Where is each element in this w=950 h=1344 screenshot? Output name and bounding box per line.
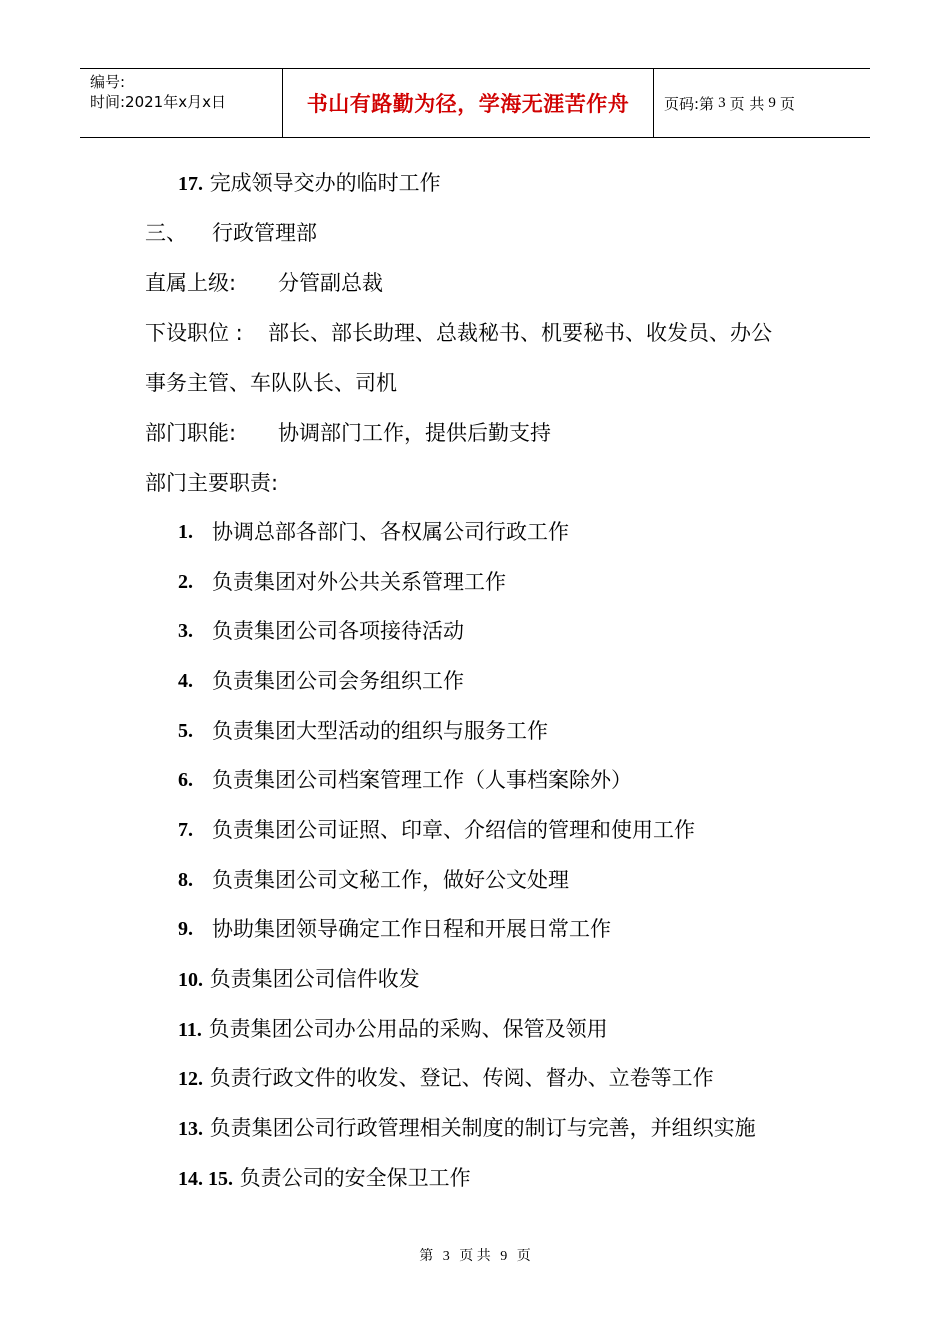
header-page-suffix: 页: [779, 94, 795, 113]
function-label: 部门职能:: [145, 421, 237, 445]
positions-line-1: 部长、部长助理、总裁秘书、机要秘书、收发员、办公: [268, 321, 772, 345]
list-item-number: 8.: [178, 869, 193, 891]
document-number-label: 编号:: [90, 73, 126, 91]
superior-value: 分管副总裁: [278, 271, 383, 295]
duties-label: 部门主要职责:: [145, 471, 279, 495]
list-item-text: 协助集团领导确定工作日程和开展日常工作: [212, 917, 611, 941]
footer-page-total: 9: [500, 1249, 508, 1264]
list-item-text: 负责集团对外公共关系管理工作: [212, 570, 506, 594]
footer-page-current: 3: [442, 1249, 450, 1264]
superior-label: 直属上级:: [145, 271, 237, 295]
list-item-number: 2.: [178, 571, 193, 593]
list-item-text: 负责集团公司文秘工作，做好公文处理: [212, 868, 569, 892]
header-page-total: 9: [768, 94, 776, 111]
list-item-number: 13.: [178, 1118, 203, 1140]
list-item-text: 负责集团公司信件收发: [209, 967, 420, 991]
list-item: [178, 1014, 608, 1045]
list-item-number: 4.: [178, 670, 193, 692]
list-item-number: 7.: [178, 819, 193, 841]
section-title: 行政管理部: [212, 221, 317, 245]
list-item-text: 负责集团公司档案管理工作（人事档案除外）: [212, 768, 632, 792]
list-item-number: 3.: [178, 620, 193, 642]
list-item-text: 负责集团大型活动的组织与服务工作: [212, 719, 548, 743]
section-number: 三、: [145, 221, 187, 245]
header-page-label: 页码:第: [664, 94, 715, 113]
footer-prefix: 第: [419, 1249, 434, 1264]
footer-mid: 页 共: [459, 1249, 491, 1264]
section-heading: [145, 218, 187, 248]
header-motto: 书山有路勤为径，学海无涯苦作舟: [306, 92, 630, 116]
list-item: [178, 1063, 714, 1094]
list-item-number: 9.: [178, 918, 193, 940]
list-item-text: 负责公司的安全保卫工作: [239, 1166, 471, 1190]
list-item-text: 负责集团公司证照、印章、介绍信的管理和使用工作: [212, 818, 695, 842]
positions-line-2: 事务主管、车队队长、司机: [145, 371, 397, 395]
positions-label: 下设职位 :: [145, 321, 243, 345]
list-item-number: 14. 15.: [178, 1168, 233, 1190]
list-item-number: 10.: [178, 969, 203, 991]
list-item-text: 负责集团公司行政管理相关制度的制订与完善，并组织实施: [209, 1116, 756, 1140]
document-time-label: 时间:2021年x月x日: [90, 93, 226, 111]
header-page-current: 3: [718, 94, 726, 111]
list-item-number: 5.: [178, 720, 193, 742]
list-item-number: 6.: [178, 769, 193, 791]
function-value: 协调部门工作，提供后勤支持: [278, 421, 551, 445]
list-item-text: 协调总部各部门、各权属公司行政工作: [212, 520, 569, 544]
header-page-mid: 页 共: [729, 94, 765, 113]
list-item-17: [178, 168, 441, 199]
list-item-text: 完成领导交办的临时工作: [209, 171, 441, 195]
page-footer: [0, 1245, 950, 1265]
list-item-text: 负责集团公司会务组织工作: [212, 669, 464, 693]
list-item-text: 负责集团公司办公用品的采购、保管及领用: [208, 1017, 608, 1041]
footer-suffix: 页: [516, 1249, 531, 1264]
list-item: [178, 964, 420, 995]
list-item-text: 负责行政文件的收发、登记、传阅、督办、立卷等工作: [209, 1066, 714, 1090]
list-item-number: 17.: [178, 173, 203, 195]
list-item-number: 1.: [178, 521, 193, 543]
list-item: [178, 1113, 756, 1144]
list-item-number: 12.: [178, 1068, 203, 1090]
list-item-number: 11.: [178, 1019, 202, 1041]
list-item: [178, 1163, 471, 1194]
list-item-text: 负责集团公司各项接待活动: [212, 619, 464, 643]
